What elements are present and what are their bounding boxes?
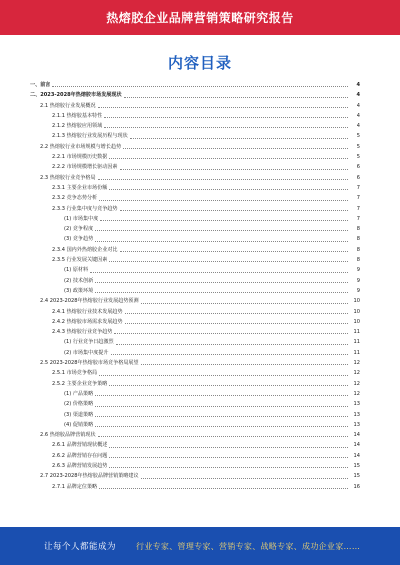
toc-leader-dots	[120, 210, 348, 211]
toc-leader-dots	[141, 364, 348, 365]
toc-entry[interactable]	[30, 440, 360, 450]
toc-entry[interactable]	[30, 286, 360, 296]
toc-page-number: 8	[356, 236, 360, 243]
toc-entry[interactable]	[30, 121, 360, 131]
toc-entry[interactable]	[30, 276, 360, 286]
toc-leader-dots	[95, 416, 348, 417]
toc-page-number: 7	[356, 205, 360, 212]
toc-entry[interactable]	[30, 80, 360, 90]
toc-entry[interactable]	[30, 451, 360, 461]
toc-entry-text: 2.6.3 品牌营销发展趋势	[52, 462, 108, 469]
toc-leader-dots	[90, 272, 348, 273]
toc-entry[interactable]	[30, 101, 360, 111]
toc-entry-text: 2.3.1 主要企业市场份额	[52, 184, 108, 191]
toc-leader-dots	[95, 241, 348, 242]
toc-leader-dots	[95, 230, 348, 231]
toc-entry-text: 2.1 热熔胶行业发展概况	[40, 102, 96, 109]
toc-page-number: 12	[353, 370, 360, 377]
toc-page-number: 8	[356, 257, 360, 264]
toc-entry[interactable]	[30, 234, 360, 244]
toc-leader-dots	[109, 447, 348, 448]
toc-entry-text: 2.1.1 热熔胶基本特性	[52, 112, 103, 119]
toc-page-number: 13	[353, 421, 360, 428]
toc-entry[interactable]	[30, 379, 360, 389]
toc-leader-dots	[109, 189, 348, 190]
toc-entry-text: (1) 市场集中度	[64, 215, 99, 222]
toc-leader-dots	[95, 406, 348, 407]
toc-page-number: 10	[353, 308, 360, 315]
toc-entry[interactable]	[30, 327, 360, 337]
toc-entry-text: (1) 行业竞争日趋激烈	[64, 339, 114, 346]
toc-page-number: 5	[356, 143, 360, 150]
toc-entry-text: (3) 渠道策略	[64, 411, 94, 418]
toc-entry[interactable]	[30, 410, 360, 420]
toc-entry-text: 2.3.3 行业集中度与竞争趋势	[52, 205, 118, 212]
toc-entry-text: 2.2.1 市场规模历史数据	[52, 154, 108, 161]
toc-entry[interactable]	[30, 142, 360, 152]
toc-entry-text: 2.4.3 热熔胶行业竞争趋势	[52, 329, 113, 336]
toc-page-number: 15	[353, 473, 360, 480]
toc-leader-dots	[109, 467, 348, 468]
toc-entry[interactable]	[30, 399, 360, 409]
toc-page-number: 14	[353, 432, 360, 439]
toc-leader-dots	[116, 344, 348, 345]
toc-page-number: 6	[356, 164, 360, 171]
toc-entry[interactable]	[30, 430, 360, 440]
toc-entry-text: 2.2.2 市场规模增长驱动因素	[52, 164, 118, 171]
toc-page-number: 11	[353, 349, 360, 356]
toc-leader-dots	[125, 323, 348, 324]
toc-leader-dots	[104, 127, 348, 128]
toc-entry-text: 2.5.2 主要企业竞争策略	[52, 380, 108, 387]
toc-leader-dots	[125, 313, 348, 314]
toc-leader-dots	[114, 333, 348, 334]
toc-entry[interactable]	[30, 173, 360, 183]
toc-page-number: 5	[356, 133, 360, 140]
toc-page-number: 10	[353, 298, 360, 305]
toc-entry-text: (2) 价格策略	[64, 401, 94, 408]
toc-entry-text: 2.6 热熔胶品牌营销现状	[40, 432, 96, 439]
toc-entry-text: (2) 技术创新	[64, 277, 94, 284]
toc-page-number: 16	[353, 483, 360, 490]
toc-leader-dots	[120, 169, 348, 170]
toc-page-number: 15	[353, 462, 360, 469]
toc-page-number: 13	[353, 401, 360, 408]
toc-leader-dots	[95, 282, 348, 283]
toc-entry[interactable]	[30, 368, 360, 378]
toc-page-number: 9	[356, 287, 360, 294]
toc-entry-text: 2.3.2 竞争态势分析	[52, 195, 98, 202]
toc-entry[interactable]	[30, 482, 360, 492]
toc-entry-text: (4) 促销策略	[64, 421, 94, 428]
toc-entry-text: 2.4.2 热熔胶市场需求发展趋势	[52, 318, 123, 325]
toc-entry[interactable]	[30, 461, 360, 471]
toc-entry-text: 2.1.3 热熔胶行业发展历程与现状	[52, 133, 128, 140]
toc-leader-dots	[98, 179, 348, 180]
toc-leader-dots	[124, 97, 348, 98]
toc-entry[interactable]	[30, 471, 360, 481]
report-title: 热熔胶企业品牌营销策略研究报告	[106, 11, 294, 25]
toc-entry-text: 2.2 热熔胶行业市场规模与增长趋势	[40, 143, 122, 150]
toc-page-number: 4	[356, 82, 360, 88]
toc-leader-dots	[109, 457, 348, 458]
toc-entry[interactable]	[30, 296, 360, 306]
toc-entry-text: 2.5.1 市场竞争格局	[52, 370, 98, 377]
toc-entry[interactable]	[30, 111, 360, 121]
toc-page-number: 14	[353, 452, 360, 459]
toc-entry[interactable]	[30, 214, 360, 224]
report-header	[0, 0, 400, 35]
toc-leader-dots	[95, 395, 348, 396]
toc-entry[interactable]	[30, 204, 360, 214]
toc-entry-text: 2.1.2 热熔胶应用领域	[52, 123, 103, 130]
toc-page-number: 10	[353, 318, 360, 325]
toc-leader-dots	[109, 385, 348, 386]
toc-entry[interactable]	[30, 152, 360, 162]
toc-leader-dots	[98, 107, 348, 108]
toc-page-number: 9	[356, 277, 360, 284]
footer-slogan: 让每个人都能成为	[44, 542, 117, 552]
toc-entry[interactable]	[30, 224, 360, 234]
toc-page-number: 4	[356, 92, 360, 99]
toc-leader-dots	[111, 354, 349, 355]
toc-entry[interactable]	[30, 420, 360, 430]
toc-leader-dots	[99, 375, 348, 376]
toc-page-number: 7	[356, 215, 360, 222]
toc-entry[interactable]	[30, 307, 360, 317]
toc-page-number: 14	[353, 442, 360, 449]
toc-entry-text: (3) 政策环境	[64, 287, 94, 294]
footer-banner	[0, 527, 400, 565]
toc-page-number: 8	[356, 246, 360, 253]
toc-page-number: 4	[356, 102, 360, 109]
toc-page-number: 7	[356, 184, 360, 191]
page-title: 内容目录	[167, 54, 232, 72]
toc-page-number: 7	[356, 195, 360, 202]
toc-page-number: 12	[353, 380, 360, 387]
toc-page-number: 4	[356, 112, 360, 119]
toc-entry[interactable]	[30, 162, 360, 172]
toc-page-number: 6	[356, 174, 360, 181]
toc-entry-text: (2) 竞争程度	[64, 226, 94, 233]
toc-entry-text: (1) 原材料	[64, 267, 89, 274]
toc-entry[interactable]	[30, 358, 360, 368]
toc-leader-dots	[130, 138, 348, 139]
toc-leader-dots	[123, 148, 348, 149]
toc-page-number: 8	[356, 226, 360, 233]
toc-page-number: 4	[356, 123, 360, 130]
toc-entry-text: 2.3.5 行业发展关键因素	[52, 257, 108, 264]
toc-page-number: 5	[356, 154, 360, 161]
toc-leader-dots	[104, 117, 348, 118]
toc-entry[interactable]	[30, 348, 360, 358]
toc-leader-dots	[100, 220, 348, 221]
toc-leader-dots	[95, 426, 348, 427]
toc-entry-text: 2.5 2023-2028年热熔胶市场竞争格局展望	[40, 360, 139, 367]
toc-entry[interactable]	[30, 255, 360, 265]
toc-page-number: 11	[353, 339, 360, 346]
toc-entry-text: 2.4 2023-2028年热熔胶行业发展趋势预测	[40, 298, 139, 305]
toc-leader-dots	[141, 303, 348, 304]
toc-leader-dots	[99, 200, 348, 201]
toc-leader-dots	[52, 86, 348, 87]
toc-entry-text: 2.4.1 热熔胶行业技术发展趋势	[52, 308, 123, 315]
footer-tagline: 行业专家、管理专家、营销专家、战略专家、成功企业家……	[136, 541, 361, 551]
toc-entry[interactable]	[30, 90, 360, 100]
toc-leader-dots	[109, 158, 348, 159]
toc-leader-dots	[95, 292, 348, 293]
toc-entry[interactable]	[30, 337, 360, 347]
toc-entry[interactable]	[30, 193, 360, 203]
toc-leader-dots	[98, 436, 348, 437]
toc-entry[interactable]	[30, 317, 360, 327]
table-of-contents	[30, 80, 360, 492]
toc-leader-dots	[120, 251, 348, 252]
toc-entry[interactable]	[30, 245, 360, 255]
toc-leader-dots	[99, 488, 348, 489]
toc-leader-dots	[109, 261, 348, 262]
toc-entry[interactable]	[30, 265, 360, 275]
toc-entry-text: (2) 市场集中度提升	[64, 349, 109, 356]
toc-entry-text: (1) 产品策略	[64, 390, 94, 397]
toc-page-number: 11	[353, 329, 360, 336]
toc-leader-dots	[141, 478, 348, 479]
toc-page-number: 9	[356, 267, 360, 274]
toc-entry-text: 2.6.2 品牌营销存在问题	[52, 452, 108, 459]
toc-entry-text: (3) 竞争趋势	[64, 236, 94, 243]
toc-entry-text: 2.7.1 品牌定位策略	[52, 483, 98, 490]
toc-entry[interactable]	[30, 131, 360, 141]
toc-page-number: 13	[353, 411, 360, 418]
toc-entry[interactable]	[30, 183, 360, 193]
toc-entry-text: 2.7 2023-2028年热熔胶品牌营销策略建议	[40, 473, 139, 480]
toc-entry-text: 2.6.1 品牌营销现状概述	[52, 442, 108, 449]
toc-entry-text: 2.3.4 国内外热熔胶企业对比	[52, 246, 118, 253]
toc-page-number: 12	[353, 360, 360, 367]
toc-entry[interactable]	[30, 389, 360, 399]
toc-entry-text: 一、前言	[30, 82, 51, 88]
toc-page-number: 12	[353, 390, 360, 397]
toc-entry-text: 2.3 热熔胶行业竞争格局	[40, 174, 96, 181]
toc-entry-text: 二、2023-2028年热熔胶市场发展现状	[30, 92, 122, 99]
